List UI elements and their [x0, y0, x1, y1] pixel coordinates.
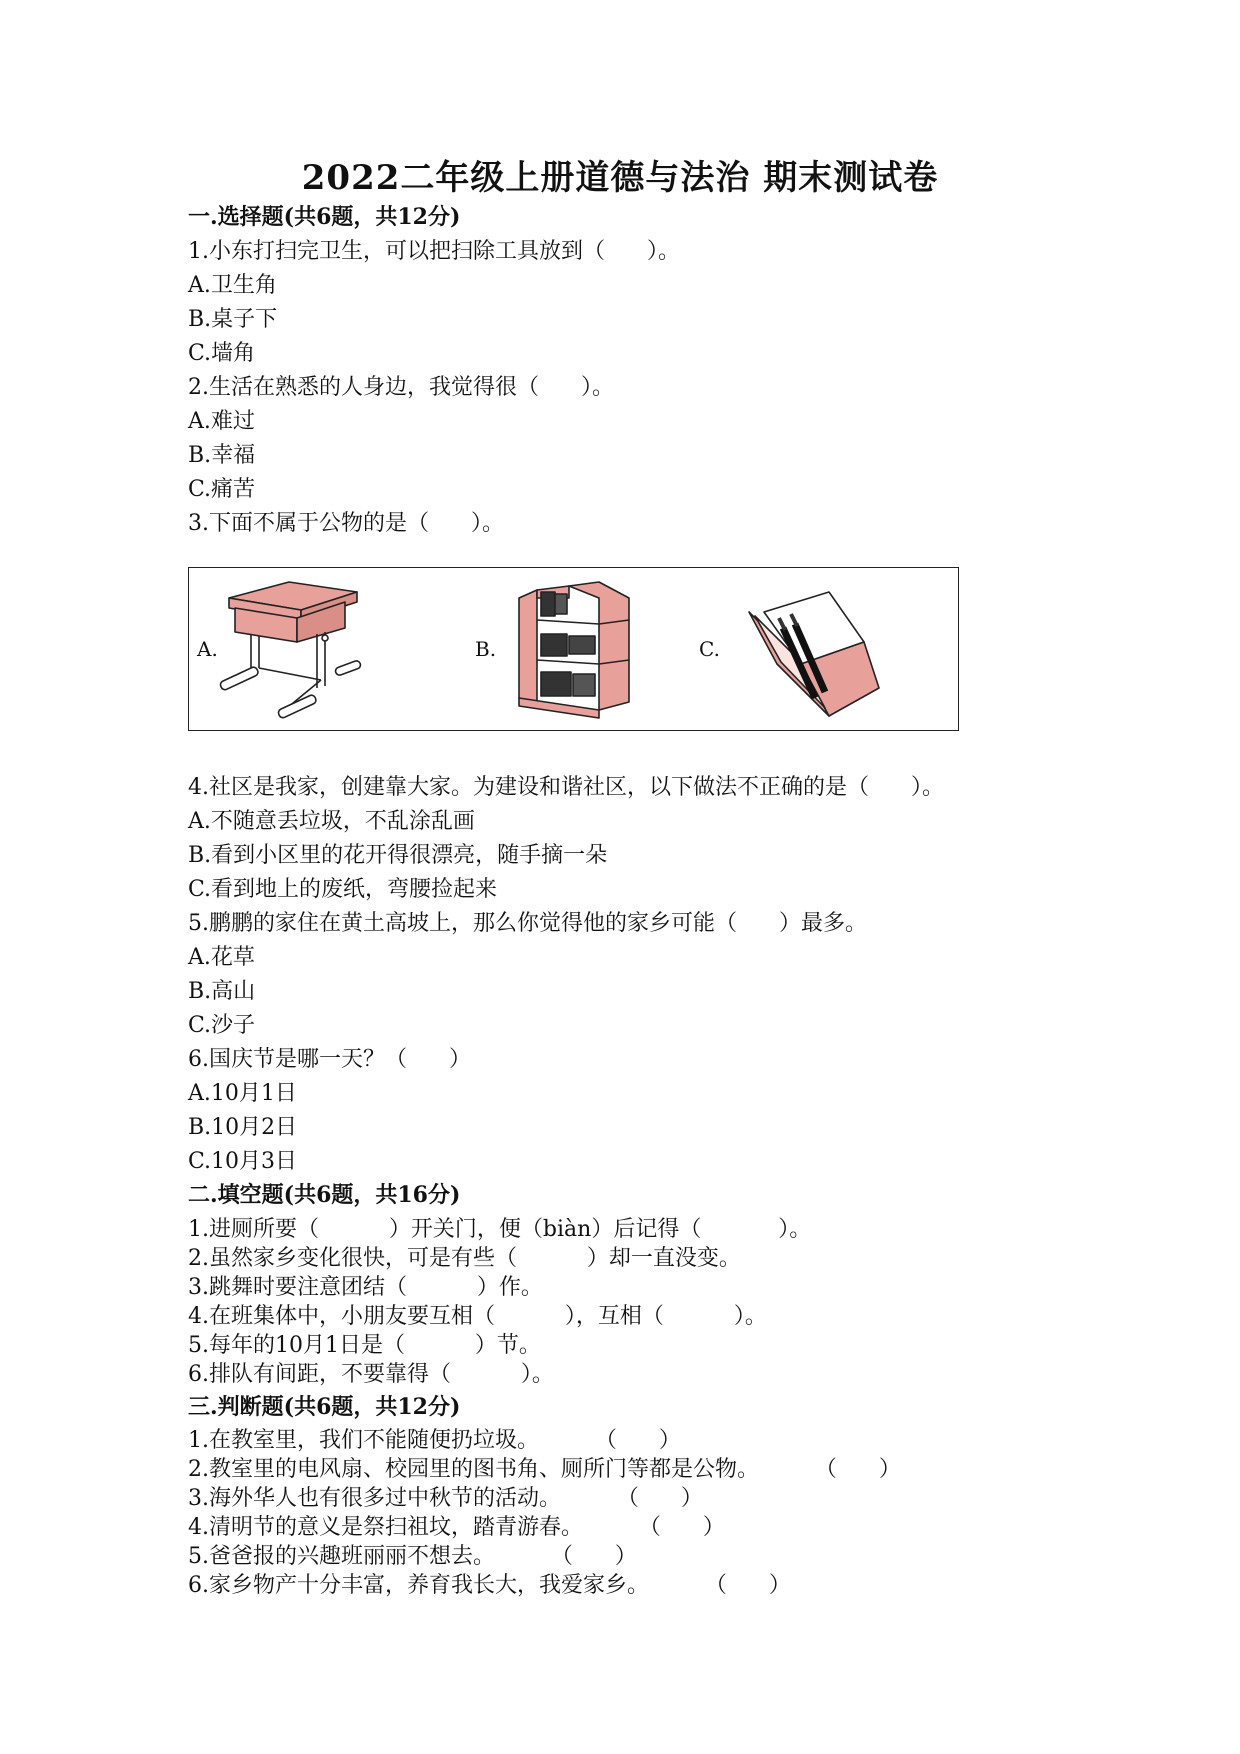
bookshelf-icon: [519, 582, 629, 718]
option-line: A.10月1日: [188, 1081, 297, 1106]
option-line: C.痛苦: [188, 477, 256, 502]
question-line: 4.清明节的意义是祭扫祖坟，踏青游春。 （ ）: [188, 1515, 725, 1540]
option-line: A.卫生角: [188, 273, 277, 298]
question-line: 1.小东打扫完卫生，可以把扫除工具放到（ ）。: [188, 239, 680, 264]
option-b-label: B.: [475, 637, 497, 661]
option-line: B.高山: [188, 979, 256, 1004]
image-options-box: [188, 567, 959, 731]
option-c-label: C.: [699, 637, 720, 661]
option-line: A.不随意丢垃圾，不乱涂乱画: [188, 809, 475, 834]
option-line: B.10月2日: [188, 1115, 298, 1140]
image-options-illustration: [189, 568, 960, 732]
option-line: B.幸福: [188, 443, 256, 468]
option-line: A.难过: [188, 409, 255, 434]
question-line: 5.每年的10月1日是（ ）节。: [188, 1333, 541, 1358]
question-line: 2.虽然家乡变化很快，可是有些（ ）却一直没变。: [188, 1246, 741, 1271]
pencil-case-icon: [749, 592, 879, 716]
option-line: C.10月3日: [188, 1149, 298, 1174]
option-line: C.看到地上的废纸，弯腰捡起来: [188, 877, 498, 902]
question-line: 2.教室里的电风扇、校园里的图书角、厕所门等都是公物。 （ ）: [188, 1457, 901, 1482]
option-line: C.沙子: [188, 1013, 256, 1038]
question-line: 3.跳舞时要注意团结（ ）作。: [188, 1275, 543, 1300]
question-line: 6.排队有间距，不要靠得（ ）。: [188, 1362, 554, 1387]
question-line: 3.下面不属于公物的是（ ）。: [188, 511, 504, 536]
section-heading-judge: 三.判断题(共6题，共12分): [188, 1394, 461, 1420]
question-line: 4.社区是我家，创建靠大家。为建设和谐社区，以下做法不正确的是（ ）。: [188, 775, 944, 800]
question-line: 5.爸爸报的兴趣班丽丽不想去。 （ ）: [188, 1544, 637, 1569]
section-heading-choice: 一.选择题(共6题，共12分): [188, 204, 461, 230]
question-line: 1.在教室里，我们不能随便扔垃圾。 （ ）: [188, 1428, 681, 1453]
question-line: 2.生活在熟悉的人身边，我觉得很（ ）。: [188, 375, 614, 400]
option-line: B.看到小区里的花开得很漂亮，随手摘一朵: [188, 843, 608, 868]
option-line: C.墙角: [188, 341, 256, 366]
desk-icon: [219, 582, 361, 719]
question-line: 3.海外华人也有很多过中秋节的活动。 （ ）: [188, 1486, 703, 1511]
option-line: A.花草: [188, 945, 255, 970]
option-a-label: A.: [197, 637, 218, 661]
question-line: 5.鹏鹏的家住在黄土高坡上，那么你觉得他的家乡可能（ ）最多。: [188, 911, 867, 936]
question-line: 1.进厕所要（ ）开关门，便（biàn）后记得（ ）。: [188, 1217, 812, 1242]
page-title: 2022二年级上册道德与法治 期末测试卷: [301, 158, 939, 198]
question-line: 6.家乡物产十分丰富，养育我长大，我爱家乡。 （ ）: [188, 1573, 791, 1598]
option-line: B.桌子下: [188, 307, 278, 332]
section-heading-fill: 二.填空题(共6题，共16分): [188, 1182, 461, 1208]
question-line: 4.在班集体中，小朋友要互相（ ），互相（ ）。: [188, 1304, 767, 1329]
question-line: 6.国庆节是哪一天？（ ）: [188, 1047, 471, 1072]
